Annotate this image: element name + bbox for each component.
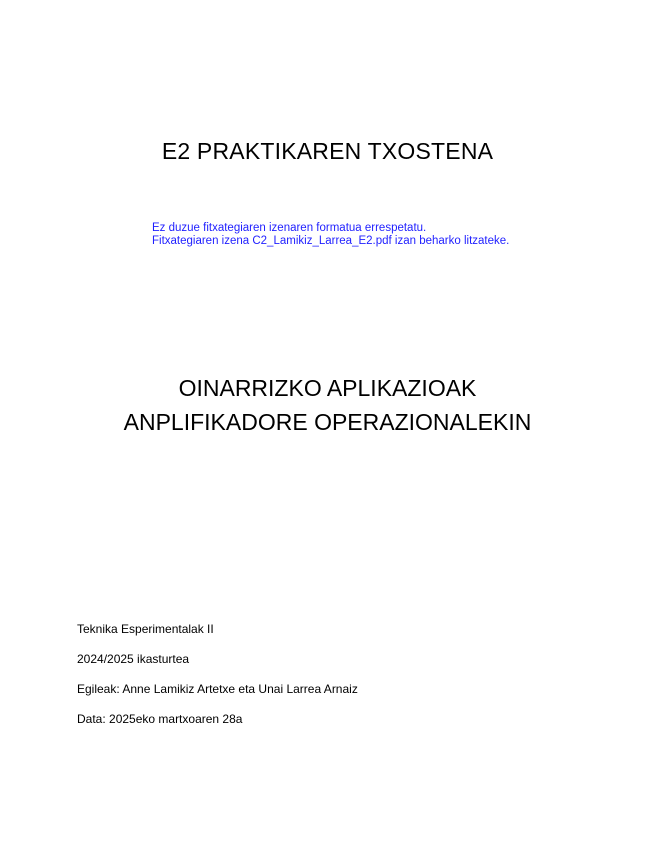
document-meta [77, 621, 358, 741]
main-title-line-2: ANPLIFIKADORE OPERAZIONALEKIN [123, 409, 532, 435]
main-title-line-1: OINARRIZKO APLIKAZIOAK [178, 375, 477, 401]
warning-line-1: Ez duzue fitxategiaren izenaren formatua errespetatu. [152, 222, 427, 234]
filename-warning [152, 222, 509, 248]
academic-year-line: 2024/2025 ikasturtea [77, 652, 190, 666]
report-title: E2 PRAKTIKAREN TXOSTENA [161, 138, 494, 164]
subject-line: Teknika Esperimentalak II [77, 622, 214, 636]
date-line: Data: 2025eko martxoaren 28a [77, 712, 243, 726]
main-title [0, 371, 655, 439]
warning-line-2: Fitxategiaren izena C2_Lamikiz_Larrea_E2.pdf izan beharko litzateke. [152, 235, 510, 247]
authors-line: Egileak: Anne Lamikiz Artetxe eta Unai Larrea Arnaiz [77, 682, 358, 696]
